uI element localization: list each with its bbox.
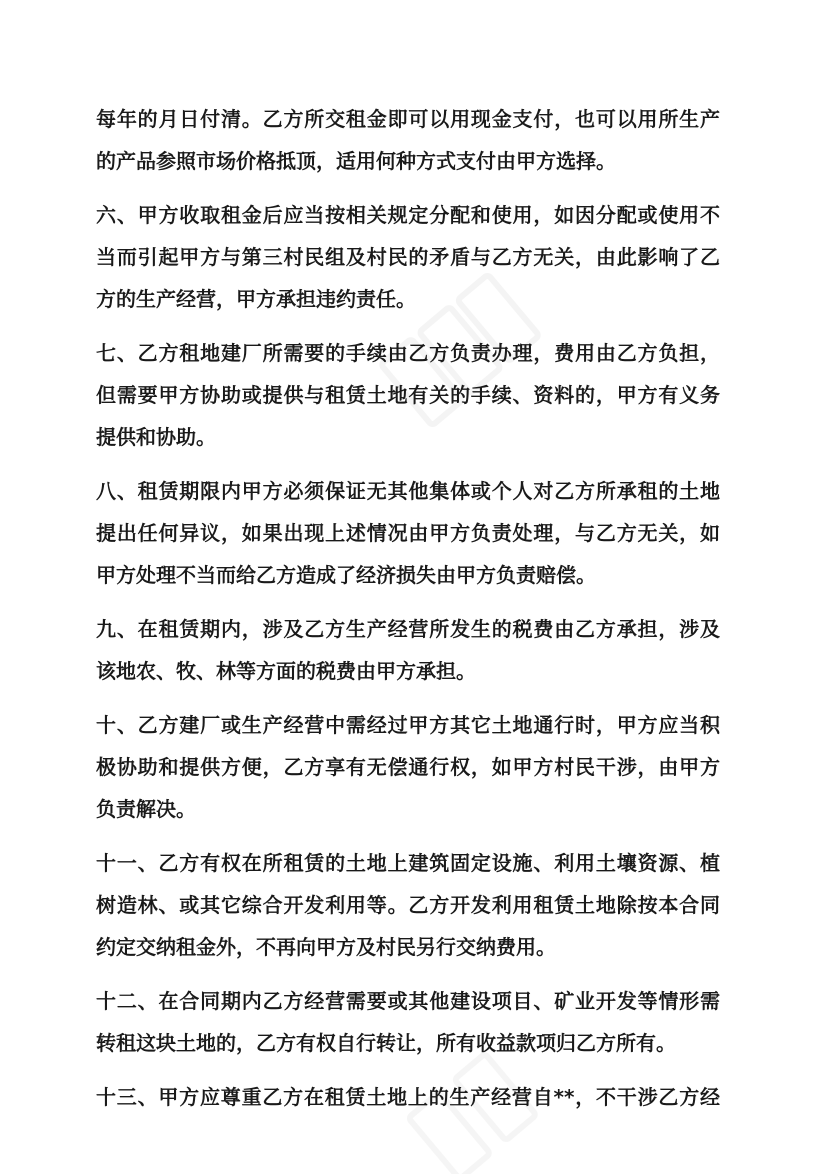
paragraph: [96, 194, 720, 320]
paragraph: [96, 98, 720, 182]
text-line: 十一、乙方有权在所租赁的土地上建筑固定设施、利用土壤资源、植: [96, 851, 720, 875]
text-line: 约定交纳租金外，不再向甲方及村民另行交纳费用。: [96, 935, 556, 959]
text-line: 的产品参照市场价格抵顶，适用何种方式支付由甲方选择。: [96, 149, 616, 173]
text-line: 六、甲方收取租金后应当按相关规定分配和使用，如因分配或使用不: [96, 203, 720, 227]
paragraph: [96, 470, 720, 596]
text-line: 极协助和提供方便，乙方享有无偿通行权，如甲方村民干涉，由甲方: [96, 755, 720, 779]
text-line: 每年的月日付清。乙方所交租金即可以用现金支付，也可以用所生产: [96, 107, 720, 131]
paragraph: [96, 842, 720, 968]
text-line: 当而引起甲方与第三村民组及村民的矛盾与乙方无关，由此影响了乙: [96, 245, 720, 269]
text-line: 该地农、牧、林等方面的税费由甲方承担。: [96, 659, 476, 683]
document-body: [96, 98, 720, 1130]
text-line: 方的生产经营，甲方承担违约责任。: [96, 287, 416, 311]
text-line: 但需要甲方协助或提供与租赁土地有关的手续、资料的，甲方有义务: [96, 383, 720, 407]
paragraph: [96, 332, 720, 458]
text-line: 八、租赁期限内甲方必须保证无其他集体或个人对乙方所承租的土地: [96, 479, 720, 503]
paragraph: [96, 1076, 720, 1118]
text-line: 九、在租赁期内，涉及乙方生产经营所发生的税费由乙方承担，涉及: [96, 617, 720, 641]
text-line: 十、乙方建厂或生产经营中需经过甲方其它土地通行时，甲方应当积: [96, 713, 720, 737]
paragraph: [96, 980, 720, 1064]
text-line: 甲方处理不当而给乙方造成了经济损失由甲方负责赔偿。: [96, 563, 596, 587]
text-line: 七、乙方租地建厂所需要的手续由乙方负责办理，费用由乙方负担，: [96, 341, 720, 365]
text-line: 树造林、或其它综合开发利用等。乙方开发利用租赁土地除按本合同: [96, 893, 720, 917]
text-line: 负责解决。: [96, 797, 196, 821]
text-line: 提出任何异议，如果出现上述情况由甲方负责处理，与乙方无关，如: [96, 521, 720, 545]
paragraph: [96, 608, 720, 692]
text-line: 十三、甲方应尊重乙方在租赁土地上的生产经营自**，不干涉乙方经: [96, 1085, 720, 1109]
text-line: 转租这块土地的，乙方有权自行转让，所有收益款项归乙方所有。: [96, 1031, 676, 1055]
text-line: 十二、在合同期内乙方经营需要或其他建设项目、矿业开发等情形需: [96, 989, 720, 1013]
paragraph: [96, 704, 720, 830]
text-line: 提供和协助。: [96, 425, 216, 449]
